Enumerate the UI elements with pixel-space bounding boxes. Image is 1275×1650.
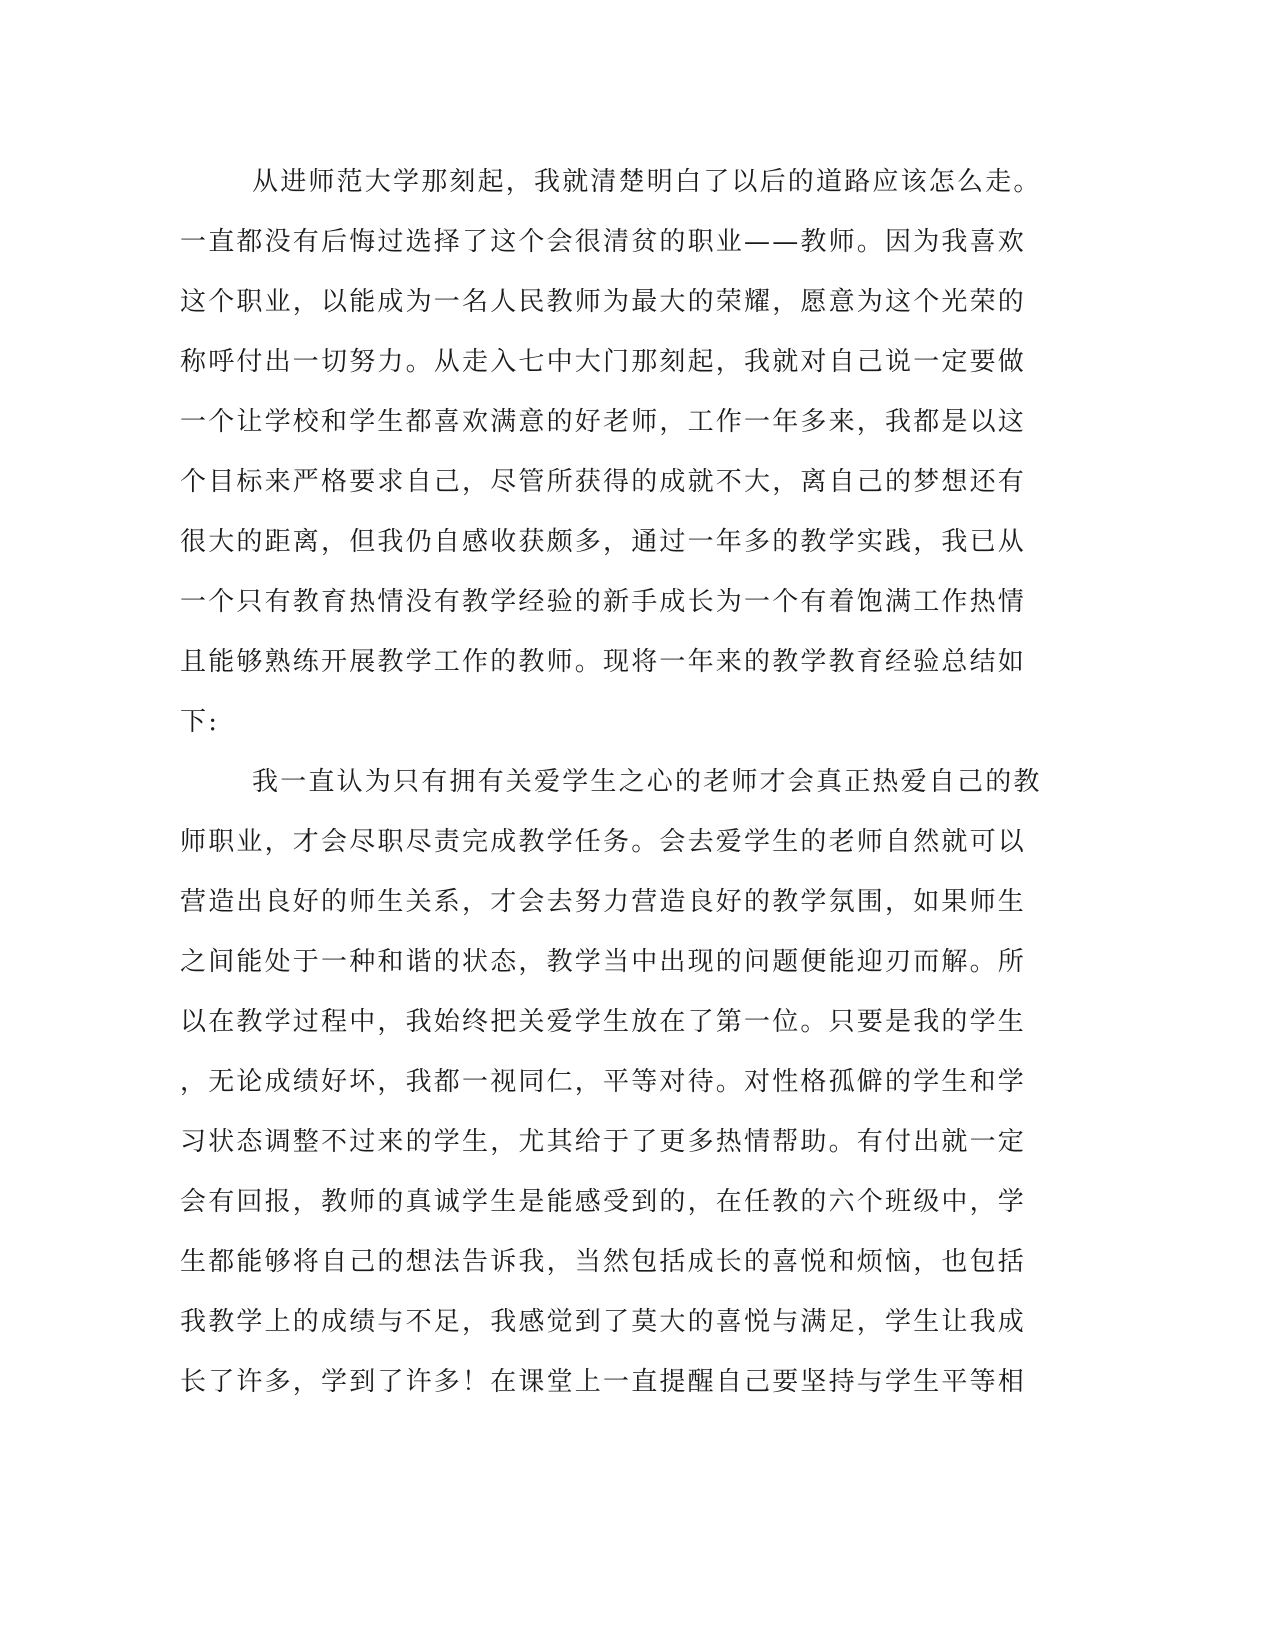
paragraph-line: ，无论成绩好坏，我都一视同仁，平等对待。对性格孤僻的学生和学: [180, 1067, 1027, 1097]
paragraph-line: 以在教学过程中，我始终把关爱学生放在了第一位。只要是我的学生: [180, 1007, 1027, 1037]
paragraph-line: 称呼付出一切努力。从走入七中大门那刻起，我就对自己说一定要做: [180, 347, 1027, 377]
paragraph-line: 习状态调整不过来的学生，尤其给于了更多热情帮助。有付出就一定: [180, 1127, 1027, 1157]
paragraph-line: 从进师范大学那刻起，我就清楚明白了以后的道路应该怎么走。: [252, 167, 1042, 197]
paragraph-line: 营造出良好的师生关系，才会去努力营造良好的教学氛围，如果师生: [180, 887, 1027, 917]
paragraph-line: 我一直认为只有拥有关爱学生之心的老师才会真正热爱自己的教: [252, 767, 1042, 797]
paragraph-line: 一直都没有后悔过选择了这个会很清贫的职业——教师。因为我喜欢: [180, 227, 1027, 257]
paragraph-line: 很大的距离，但我仍自感收获颇多，通过一年多的教学实践，我已从: [180, 527, 1027, 557]
paragraph-line: 一个只有教育热情没有教学经验的新手成长为一个有着饱满工作热情: [180, 587, 1027, 617]
paragraph-line: 下:: [180, 707, 220, 737]
paragraph-line: 且能够熟练开展教学工作的教师。现将一年来的教学教育经验总结如: [180, 647, 1027, 677]
paragraph-line: 师职业，才会尽职尽责完成教学任务。会去爱学生的老师自然就可以: [180, 827, 1027, 857]
paragraph-line: 生都能够将自己的想法告诉我，当然包括成长的喜悦和烦恼，也包括: [180, 1247, 1027, 1277]
paragraph-line: 会有回报，教师的真诚学生是能感受到的，在任教的六个班级中，学: [180, 1187, 1027, 1217]
paragraph-line: 之间能处于一种和谐的状态，教学当中出现的问题便能迎刃而解。所: [180, 947, 1027, 977]
body-text: [180, 152, 1060, 1412]
paragraph-line: 长了许多，学到了许多！在课堂上一直提醒自己要坚持与学生平等相: [180, 1367, 1027, 1397]
paragraph-line: 一个让学校和学生都喜欢满意的好老师，工作一年多来，我都是以这: [180, 407, 1027, 437]
paragraph-line: 这个职业，以能成为一名人民教师为最大的荣耀，愿意为这个光荣的: [180, 287, 1027, 317]
paragraph-line: 我教学上的成绩与不足，我感觉到了莫大的喜悦与满足，学生让我成: [180, 1307, 1027, 1337]
paragraph-line: 个目标来严格要求自己，尽管所获得的成就不大，离自己的梦想还有: [180, 467, 1027, 497]
